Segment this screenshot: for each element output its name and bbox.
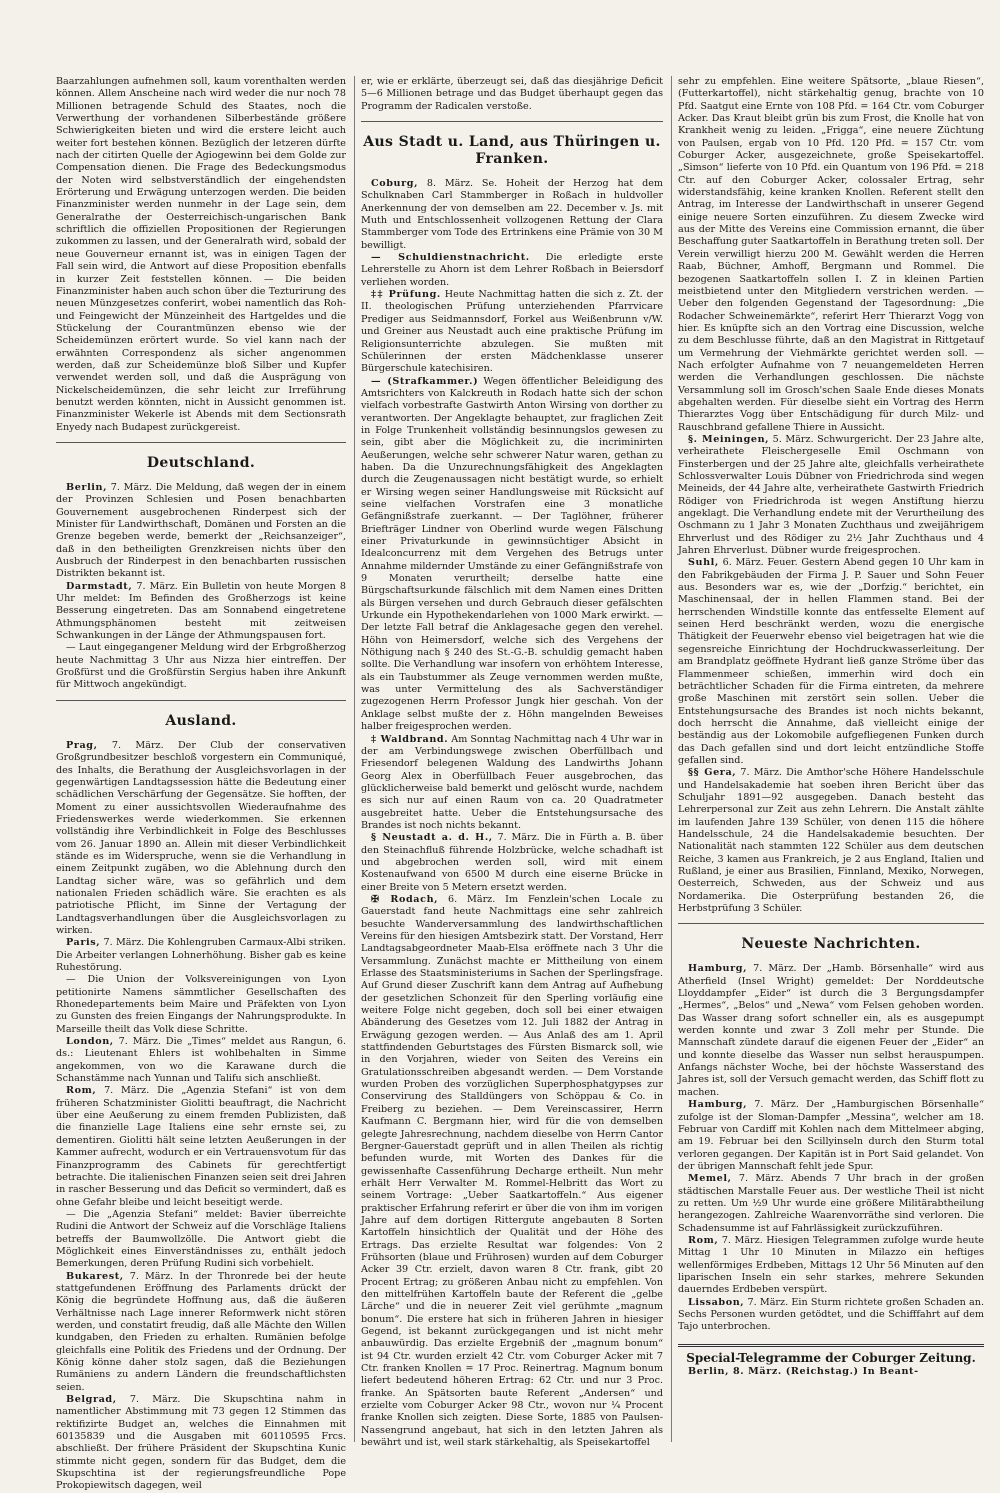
article-continuation: sehr zu empfehlen. Eine weitere Spätsorte, „blaue Riesen“, (Futterkartoffel), nicht stärkehaltig genug, brachte von 10 Pfd. Saatgut eine Ernte von 108 Pfd. = 164 Ctr. vom Coburger Acker. Das Kraut bleibt grün bis zum Frost, die Knolle hat von Krankheit wenig zu leiden. „Frigga“, eine neuere Züchtung von Paulsen, ergab von 10 Pfd. 120 Pfd. = 157 Ctr. vom Coburger Acker, ausgezeichnete, große Speisekartoffel. „Simson“ lieferte von 10 Pfd. ein Quantum von 196 Pfd. = 218 Ctr. auf den Coburger Acker, colossaler Ertrag, sehr widerstandsfähig, keine kranken Knollen. Referent stellt den Antrag, im Interesse der Landwirthschaft in unserer Gegend einige neuere Sorten einzuführen. Zu diesem Zwecke wird aus der Mitte des Vereins eine Commission ernannt, die über Beschaffung guter Saatkartoffeln in Berathung treten soll. Der Verein verwilligt hierzu 200 M. Gewählt werden die Herren Raab, Büchner, Amhoff, Bergmann und Rommel. Die bezogenen Saatkartoffeln sollen I. Z in kleinen Partien meistbietend unter den Mitgliedern verstrichen werden. — Ueber den folgenden Gegenstand der Tagesordnung: „Die Rodacher Schweinemärkte“, referirt Herr Thierarzt Vogg von hier. Es knüpfte sich an den Vortrag eine Discussion, welche zu dem Beschlusse führte, daß an den Magistrat in Rittgetauf um Vermehrung der Viehmärkte gerichtet werden soll. — Nach erfolgter Aufnahme von 7 neuangemeldeten Herren werden die Verhandlungen geschlossen. Die nächste Versammlung soll im Grosch'schen Saale Ende dieses Monats abgehalten werden. Für dieselbe sieht ein Vortrag des Herrn Thierarztes Vogg über Entschädigung für durch Milz- und Rauschbrand gefallene Thiere in Aussicht. <box>678 76 984 433</box>
article-text: Am Sonntag Nachmittag nach 4 Uhr war in der am Verbindungswege zwischen Oberfüllbach und Friesendorf belegenen Waldung des Landwirths Johann Georg Alex in Oberfüllbach Feuer ausgebrochen, das glücklicherweise bald bemerkt und gelöscht wurde, nachdem es sich nur auf einen Raum von ca. 20 Quadratmeter ausgebreitet hatte. Ueber die Entstehungsursache des Brandes ist noch nichts bekannt. <box>361 733 663 831</box>
section-divider <box>361 121 663 122</box>
column-1 <box>56 76 346 1492</box>
dateline: Hamburg, <box>688 1099 748 1111</box>
article-text: 7. März. Der „Hamb. Börsenhalle“ wird aus Atherfield (Insel Wright) gemeldet: Der Norddeutsche Lloyddampfer „Eider“ ist durch die 3 Bergungsdampfer „Hermes“, „Belos“ und „Newa“ vom Felsen gehoben worden. Das Wasser drang sofort schneller ein, als es ausgepumpt werden konnte und zwar 3 Zoll mehr per Stunde. Die Mannschaft zündete darauf die eigenen Feuer der „Eider“ an und konnte dieselbe das Wasser nun selbst herauspumpen. Anfangs nächster Woche, bei der höchste Wasserstand des Jahres ist, soll der Versuch gemacht werden, das Schiff flott zu machen. <box>678 963 985 1098</box>
article-text: 6. März. Im Fenzlein'schen Locale zu Gauerstadt fand heute Nachmittags eine sehr zahlreich besuchte Wanderversammlung des landwirthschaftlichen Vereins für den hiesigen Amtsbezirk statt. Der Vorstand, Herr Landtagsabgeordneter Maab-Elsa eröffnete nach 3 Uhr die Versammlung. Zunächst machte er Mittheilung von einem Erlasse des Staatsministeriums in Sachen der Sperlingsfrage. Auf Grund dieser Zuschrift kann dem Antrag auf Aufhebung der gesetzlichen Schonzeit für den Sperling vorläufig eine weitere Folge nicht gegeben, doch soll bei einer etwaigen Abänderung des Gesetzes vom 12. Juli 1882 der Antrag in Erwägung gezogen werden. — Aus Anlaß des am 1. April stattfindenden Geburtstages des Fürsten Bismarck soll, wie in den Vorjahren, wieder von Seiten des Vereins ein Gratulationsschreiben abgesandt werden. — Dem Vorstande wurden Proben des vorzüglichen Superphosphatgypses zur Conservirung des Stalldüngers von Schöppau & Co. in Freiberg zu beziehen. — Dem Vereinscassirer, Herrn Kaufmann C. Bergmann hier, wird für die von demselben gelegte Jahresrechnung, nachdem dieselbe von Herrn Cantor Bergner-Gauerstadt geprüft und in allen Theilen als richtig befunden wurde, mit Worten des Dankes für die gewissenhafte Cassenführung Decharge ertheilt. Nun mehr erhält Herr Verwalter M. Rommel-Helbritt das Wort zu seinem Vortrage: „Ueber Saatkartoffeln.“ Aus eigener praktischer Erfahrung referirt er über die von ihm im vorigen Jahre auf dem dortigen Rittergute angebauten 8 Sorten Kartoffeln hinsichtlich der Qualität und der Höhe des Ertrags. Das erzielte Resultat war folgendes: Von 2 Frühsorten (blaue und Frührosen) wurden auf dem Coburger Acker 39 Ctr. erzielt, davon waren 8 Ctr. frank, gibt 20 Procent Ertrag; zu größeren Anbau nicht zu empfehlen. Von den mittelfrühen Kartoffeln baute der Referent die „gelbe Lärche“ und die in neuerer Zeit viel gerühmte „magnum bonum“. Die erstere hat sich in früheren Jahren in hiesiger Gegend, ist bekannt zurückgegangen und ist nicht mehr anbauwürdig. Das erzielte Ergebniß der „magnum bonum“ ist 94 Ctr. wurden erzielt 42 Ctr. vom Coburger Acker mit 7 Ctr. franken Knollen = 17 Proc. Reinertrag. Magnum bonum liefert bedeutend höheren Ertrag: 62 Ctr. und nur 3 Proc. franke. An Spätsorten baute Referent „Andersen“ und erzielte vom Coburger Acker 98 Ctr., wovon nur ¼ Procent franke Knollen sich zeigten. Diese Sorte, 1885 von Paulsen-Nassengrund angebaut, hat sich in den letzten Jahren als bewährt und ist, weil stark stärkehaltig, als Speisekartoffel <box>361 893 664 1449</box>
dateline: London, <box>66 1036 114 1048</box>
column-divider <box>354 76 355 1442</box>
dateline: Prag, <box>66 739 98 751</box>
article-hamburg-1 <box>678 963 984 1099</box>
article-text: 7. März. Die in Fürth a. B. über den Steinachfluß führende Holzbrücke, welche schadhaft ist und abgebrochen werden soll, wird mit einem Kostenaufwand von 6500 M durch eine eiserne Brücke in einer Breite von 5 Metern ersetzt werden. <box>361 832 663 893</box>
article-schuldienst <box>361 252 663 289</box>
column-3 <box>678 76 984 1442</box>
dateline: Lissabon, <box>688 1296 745 1308</box>
article-pruefung <box>361 289 663 375</box>
dateline: Bukarest, <box>66 1270 124 1282</box>
dateline: § Neustadt a. d. H., <box>371 832 493 844</box>
article-text: 7. März. Ein Bulletin von heute Morgen 8 Uhr meldet: Im Befinden des Großherzogs ist keine Besserung eingetreten. Das am Sonnabend eingetretene Athmungsphänomen besteht mit zeitweisen Schwankungen in der Länge der Athmungspausen fort. <box>56 580 346 642</box>
article-text: 7. März. Der Club der conservativen Großgrundbesitzer beschloß vorgestern ein Communiqué, des Inhalts, die Berathung der Ausgleichsvorlagen in der gegenwärtigen Landtagssession hätte die Bedeutung einer schädlichen Verschärfung der Gegensätze. Sie hofften, der Moment zu einer aussichtsvollen Wiederaufnahme des Friedenswerkes werde wiederkommen. Sie erkennen vollständig ihre Verbindlichkeit in Folge des Beschlusses vom 26. Januar 1890 an. Allein mit dieser Verbindlichkeit stände es im Widerspruche, wenn sie die Verhandlung in einem Zeitpunkt zugäben, wo die Ablehnung durch den Landtag sicher wäre, was so gefährlich und dem nationalen Frieden schädlich wäre. Sie erachten es als patriotische Pflicht, im Sinne der Vertagung der Landtagsverhandlungen über die Ausgleichsvorlagen zu wirken. <box>56 739 346 936</box>
article-coburg <box>361 178 663 252</box>
dateline: Rom, <box>688 1234 719 1246</box>
article-suhl <box>678 557 984 767</box>
article-strafkammer <box>361 376 663 734</box>
dateline: Memel, <box>688 1173 732 1185</box>
dateline: Belgrad, <box>66 1394 117 1406</box>
dateline: ‡ Waldbrand. <box>371 733 449 745</box>
article-text: 7. März. Die Kohlengruben Carmaux-Albi striken. Die Arbeiter verlangen Lohnerhöhung. Bisher gab es keine Ruhestörung. <box>56 937 346 973</box>
article-rom <box>678 1235 984 1297</box>
article-text: Die erledigte erste Lehrerstelle zu Ahorn ist dem Lehrer Roßbach in Beiersdorf verliehen worden. <box>361 252 663 288</box>
article-rom-2: — Die „Agenzia Stefani“ meldet: Bavier überreichte Rudini die Antwort der Schweiz auf die Vorschläge Italiens betreffs der Baumwollzölle. Die Antwort giebt die Möglichkeit eines Einverständnisses zu, enthält jedoch Bemerkungen, deren Prüfung Rudini sich vorbehielt. <box>56 1208 346 1270</box>
section-heading-ausland: Ausland. <box>165 712 237 729</box>
article-text: 7. März. Die Meldung, daß wegen der in einem der Provinzen Schlesien und Posen benachbarten Gouvernement ausgebrochenen Rinderpest sich der Minister für Landwirthschaft, Domänen und Forsten an die Grenze begeben werde, bemerkt der „Reichsanzeiger“, daß in den betheiligten Grenzkreisen nichts über den Ausbruch der Rinderpest in den benachbarten russischen Distrikten bekannt ist. <box>56 481 346 580</box>
article-hamburg-2 <box>678 1099 984 1173</box>
article-darmstadt-2: — Laut eingegangener Meldung wird der Erbgroßherzog heute Nachmittag 3 Uhr aus Nizza hier eintreffen. Der Großfürst und die Großfürstin Sergius haben ihre Ankunft für Mittwoch angekündigt. <box>56 642 346 691</box>
article-bukarest <box>56 1271 346 1394</box>
article-waldbrand <box>361 734 663 833</box>
article-text: 7. März. Die „Times“ meldet aus Rangun, 6. ds.: Lieutenant Ehlers ist wohlbehalten in Simme angekommen, von wo die Karawane durch die Schanstämme nach Yunnan und Talifu sich anschließt. <box>56 1036 346 1085</box>
dateline: Berlin, <box>66 481 108 493</box>
dateline: Suhl, <box>688 557 719 569</box>
section-divider <box>678 923 984 924</box>
dateline: §§ Gera, <box>688 767 737 779</box>
article-text: 7. März. Ein Sturm richtete großen Schaden an. Sechs Personen wurden getödtet, und die Schifffahrt auf dem Tajo unterbrochen. <box>678 1296 984 1333</box>
section-heading-deutschland: Deutschland. <box>146 454 256 471</box>
article-text: 6. März. Feuer. Gestern Abend gegen 10 Uhr kam in den Fabrikgebäuden der Firma J. P. Sauer und Sohn Feuer aus. Besonders war es, wie der „Dorfzig.“ berichtet, ein Maschinensaal, der in hellen Flammen stand. Bei der herrschenden Windstille konnte das entfesselte Element auf seinen Herd beschränkt werden, wozu die energische Thätigkeit der Feuerwehr ebenso viel beigetragen hat wie die segensreiche Einrichtung der Hochdruckwasserleitung. Der am Brandplatz geöffnete Hydrant ließ ganze Ströme über das Flammenmeer schießen, immerhin wird doch ein beträchtlicher Schaden für die Firma eintreten, da mehrere große Maschinen mit zerstört sein sollen. Ueber die Entstehungsursache des Brandes ist noch nichts bekannt, doch herrscht die Annahme, daß vielleicht einige der beständig aus der Lokomobile aufgefliegenen Funken durch das Dach gefallen sind und dort leicht entzündliche Stoffe gefallen sind. <box>678 557 984 766</box>
section-heading-special-telegramme: Special-Telegramme der Coburger Zeitung. <box>686 1350 976 1365</box>
dateline: Coburg, <box>371 178 419 190</box>
article-lissabon <box>678 1297 984 1334</box>
article-rom <box>56 1085 346 1208</box>
dateline: Paris, <box>66 937 101 949</box>
article-berlin <box>56 482 346 581</box>
section-heading-aus-stadt: Aus Stadt u. Land, aus Thüringen u. Franken. <box>363 134 661 168</box>
article-neustadt <box>361 832 663 894</box>
article-rodach <box>361 894 663 1449</box>
section-divider <box>56 442 346 443</box>
article-text: 8. März. Se. Hoheit der Herzog hat dem Schulknaben Carl Stammberger in Roßach in huldvoller Anerkennung der von demselben am 22. December v. Js. mit Muth und Entschlossenheit vollzogenen Rettung der Clara Stammberger vom Tode des Ertrinkens eine Prämie von 30 M bewilligt. <box>361 178 663 251</box>
newspaper-page <box>56 76 985 1492</box>
section-divider <box>678 1344 984 1347</box>
article-paris <box>56 937 346 974</box>
dateline: §. Meiningen, <box>688 433 770 445</box>
article-text: 7. März. Der „Hamburgischen Börsenhalle“ zufolge ist der Sloman-Dampfer „Messina“, welcher am 18. Februar von Cardiff mit Kohlen nach dem Mittelmeer abging, am 19. Februar bei den Scillyinseln durch den Sturm total verloren gegangen. Der Kapitän ist in Port Said gelandet. Von der übrigen Mannschaft fehlt jede Spur. <box>678 1099 984 1172</box>
article-london <box>56 1036 346 1085</box>
dateline: Darmstadt, <box>66 580 133 592</box>
article-belgrad <box>56 1394 346 1493</box>
article-darmstadt <box>56 581 346 643</box>
article-text: 7. März. Abends 7 Uhr brach in der großen städtischen Marstalle Feuer aus. Der westliche Theil ist nicht zu retten. Um ½9 Uhr wurde eine größere Militärabtheilung herangezogen. Zahlreiche Waarenvorräthe sind verloren. Die Schadensumme ist auf Fahrlässigkeit zurückzuführen. <box>678 1173 984 1234</box>
article-memel <box>678 1173 984 1235</box>
article-text: Wegen öffentlicher Beleidigung des Amtsrichters von Kalckreuth in Rodach hatte sich der schon vielfach vorbestrafte Gastwirth Anton Wirsing von dorther zu verantworten. Der Angeklagte behauptet, zur fraglichen Zeit in Folge Trunkenheit vollständig besinnungslos gewesen zu sein, gibt aber die Möglichkeit zu, die incriminirten Aeußerungen, welche sehr schwerer Natur waren, gethan zu haben. Da die Unzurechnungsfähigkeit des Angeklagten durch die Zeugenaussagen nicht bestätigt wurde, so erhielt er Wirsing wegen seiner Handlungsweise mit Rücksicht auf seine vielfachen Vorstrafen eine 3 monatliche Gefängnißstrafe zuerkannt. — Der Taglöhner, früherer Briefträger Lindner von Oberlind wurde wegen Fälschung einer Privaturkunde in gewinnsüchtiger Absicht in Idealconcurrenz mit dem Vergehen des Betrugs unter Annahme mildernder Umstände zu einer Gefängnißstrafe von 9 Monaten verurtheilt; derselbe hatte eine Bürgschaftsurkunde fälschlich mit dem Namen eines Dritten als Bürgen versehen und durch Gebrauch dieser gefälschten Urkunde ein Hypothekendarlehen von 1000 Mark erwirkt. — Der letzte Fall betraf die Anklagesache gegen den verehel. Höhn von Heimersdorf, welche sich des Vergehens der Nöthigung nach § 240 des St.-G.-B. schuldig gemacht haben sollte. Die Verhandlung war insofern von erhöhtem Interesse, als ein Taubstummer als Zeuge vernommen werden mußte, was unter Vermittelung des als Sachverständiger zugezogenen Herrn Professor Jungk hier geschah. Von der Anklage selbst mußte der z. Höhn mangelnden Beweises halber freigesprochen werden. <box>361 375 664 733</box>
dateline: — (Strafkammer.) <box>371 375 479 387</box>
article-gera <box>678 767 984 915</box>
article-text: 7. März. Die Skupschtina nahm in namentlicher Abstimmung mit 73 gegen 12 Stimmen das rektifizirte Budget an, welches die Einnahmen mit 60135839 und die Ausgaben mit 60110595 Frcs. abschließt. Der frühere Präsident der Skupschtina Kunic stimmte nicht gegen, sondern für das Budget, dem die Skupschtina ist der regierungsfreundliche Pope Prokopiewitsch dagegen, weil <box>56 1394 346 1492</box>
article-continuation: er, wie er erklärte, überzeugt sei, daß das diesjährige Deficit 5—6 Millionen betrage und das Budget überhaupt gegen das Programm der Radicalen verstoße. <box>361 76 663 112</box>
article-text: 5. März. Schwurgericht. Der 23 Jahre alte, verheirathete Fleischergeselle Emil Oschmann von Finsterbergen und der 25 Jahre alte, gleichfalls verheirathete Schlossverwalter Louis Dübner von Friedrichroda sind wegen Meineids, der 44 Jahre alte, verheirathete Gastwirth Friedrich Rödiger von Friedrichroda ist wegen Anstiftung hierzu angeklagt. Die Verhandlung endete mit der Verurtheilung des Oschmann zu 1 Jahr 3 Monaten Zuchthaus und zweijährigem Ehrverlust und des Rödiger zu 2½ Jahr Zuchthaus und 4 Jahren Ehrverlust. Dübner wurde freigesprochen. <box>678 433 984 557</box>
article-paris-2: — Die Union der Volksvereinigungen von Lyon petitionirte Namens sämmtlicher Gesellschaften des Rhonedepartements beim Maire und Präfekten von Lyon zu Gunsten des freien Eingangs der Nahrungsprodukte. In Marseille theilt das Volk diese Schritte. <box>56 974 346 1035</box>
article-text: Heute Nachmittag hatten die sich z. Zt. der II. theologischen Prüfung unterziehenden Pfarrvicare Prediger aus Seidmannsdorf, Forkel aus Weißenbrunn v/W. und Greiner aus Neustadt auch eine praktische Prüfung im Religionsunterrichte abzulegen. Sie mußten mit Schülerinnen der ersten Mädchenklasse unserer Bürgerschule katechisiren. <box>361 289 663 375</box>
dateline: ‡‡ Prüfung. <box>371 289 441 301</box>
article-text: 7. März. In der Thronrede bei der heute stattgefundenen Eröffnung des Parlaments drückt der König die begründete Hoffnung aus, daß die äußeren Verhältnisse nach Lage innerer Reformwerk nicht stören werden, und constatirt freudig, daß alle Mächte den Willen kundgaben, den Frieden zu erhalten. Rumänien befolge gleichfalls eine Politik des Friedens und der Ordnung. Der König könne daher stolz sagen, daß die Beziehungen Rumäniens zu andern Ländern die freundschaftlichsten seien. <box>56 1270 346 1393</box>
section-heading-neueste: Neueste Nachrichten. <box>741 936 921 953</box>
article-text: 7. März. Hiesigen Telegrammen zufolge wurde heute Mittag 1 Uhr 10 Minuten in Milazzo ein heftiges wellenförmiges Erdbeben, Mittags 12 Uhr 56 Minuten auf den liparischen Inseln ein sehr starkes, mehrere Sekunden dauerndes Erdbeben verspürt. <box>678 1234 984 1296</box>
dateline: — Schuldienstnachricht. <box>371 252 530 264</box>
article-prag <box>56 740 346 938</box>
article-text: 7. März. Die Amthor'sche Höhere Handelsschule und Handelsakademie hat soeben ihren Bericht über das Schuljahr 1891—92 ausgegeben. Danach besteht das Lehrerpersonal zur Zeit aus zehn Lehrern. Die Anstalt zählte im laufenden Jahre 139 Schüler, von denen 115 die höhere Handelsschule, 24 die Handelsakademie besuchten. Der Nationalität nach stammten 122 Schüler aus dem deutschen Reiche, 3 kamen aus Frankreich, je 2 aus England, Italien und Rußland, je einer aus Brasilien, Finnland, Mexiko, Norwegen, Oesterreich, Schweden, aus der Schweiz und aus Nordamerika. Die Osterprüfung bestanden 26, die Herbstprüfung 3 Schüler. <box>678 767 984 915</box>
article-continuation: Baarzahlungen aufnehmen soll, kaum vorenthalten werden können. Allem Anscheine nach wird weder die nur noch 78 Millionen betragende Schuld des Staates, noch die Verwerthung der vorhandenen Silberbestände größere Schwierigkeiten bieten und wird die erstere leicht auch weiter fort bestehen können. Bezüglich der letzeren dürfte nach der citirten Quelle der Agiogewinn bei dem Golde zur Compensation dienen. Die Frage des Bedeckungsmodus der Noten wird selbstverständlich der eingehendsten Erörterung und Erwägung unterzogen werden. Die beiden Finanzminister werden nunmehr in der Lage sein, dem Generalrathe der Oesterreichisch-ungarischen Bank schriftlich die offiziellen Propositionen der Regierungen zukommen zu lassen, und der Generalrath wird, sobald der neue Gouverneur ernannt ist, was in einigen Tagen der Fall sein wird, die Antwort auf diese Proposition ebenfalls in kurzer Zeit feststellen können. — Die beiden Finanzminister haben auch schon über die Tezturirung des neuen Münzgesetzes conferirt, wobei namentlich das Roh- und Feingewicht der Münzeinheit des Hartgeldes und die Stückelung der Courantmünzen ebenso wie der Scheidemünzen erörtert wurde. So viel kann nach der erwähnten Correspondenz als sicher angenommen werden, daß zur Scheidemünze bloß Silber und Kupfer verwendet werden soll, und daß die Ausprägung von Nickelscheidemünzen, die sehr leicht zur Irreführung benutzt werden könnten, nicht in Aussicht genommen ist. Finanzminister Wekerle ist Abends mit dem Sectionsrath Enyedy nach Budapest zurückgereist. <box>56 76 346 433</box>
dateline: Rom, <box>66 1085 97 1097</box>
section-divider <box>56 700 346 701</box>
dateline: ✠ Rodach, <box>371 893 439 905</box>
column-divider <box>671 76 672 1442</box>
dateline: Hamburg, <box>688 963 748 975</box>
column-2 <box>361 76 664 1449</box>
article-text: 7. März. Die „Agenzia Stefani“ ist von dem früheren Schatzminister Giolitti beauftragt, die Nachricht über eine Aeußerung zu einem fremden Publizisten, daß die finanzielle Lage Italiens eine sehr ernste sei, zu dementiren. Giolitti hält seine letzten Aeußerungen in der Kammer aufrecht, wodurch er ein Vertrauensvotum für das Finanzprogramm des Cabinets für gerechtfertigt betrachte. Die italienischen Finanzen seien seit drei Jahren in rascher Besserung und das Deficit so vermindert, daß es ohne Gefahr bleibe und leicht beseitigt werde. <box>56 1085 346 1208</box>
article-meiningen <box>678 434 984 557</box>
article-berlin-telegram: Berlin, 8. März. (Reichstag.) In Beant- <box>688 1365 919 1377</box>
